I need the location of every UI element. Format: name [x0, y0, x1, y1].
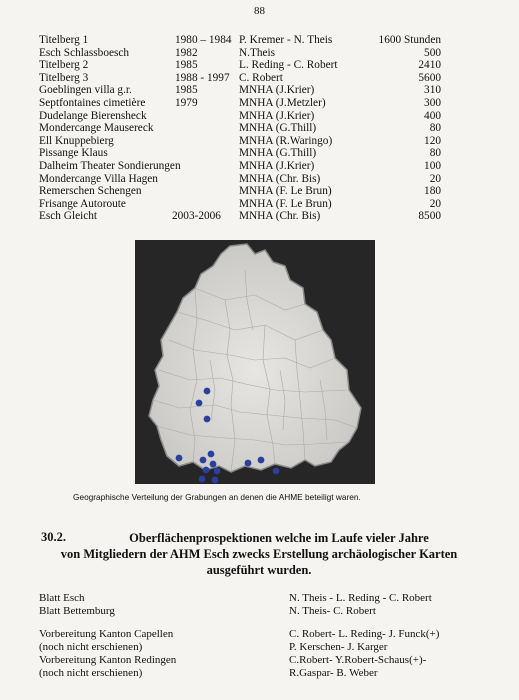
- site-marker: [208, 451, 215, 458]
- site-years: 1985: [175, 84, 198, 97]
- section-number: 30.2.: [41, 530, 66, 544]
- site-marker: [204, 388, 211, 395]
- section-title: [39, 530, 479, 578]
- excavations-table: [39, 34, 459, 223]
- site-name: Esch Schlassboesch: [39, 46, 130, 59]
- section-title-line: ausgeführt wurden.: [206, 563, 312, 577]
- sheet-authors: C. Robert- L. Reding- J. Funck(+): [289, 628, 440, 640]
- site-marker: [273, 468, 280, 475]
- sheet-authors: C.Robert- Y.Robert-Schaus(+)-: [289, 654, 427, 666]
- list-item: [39, 667, 499, 680]
- work-amount: 300: [424, 96, 441, 109]
- table-row: [39, 210, 459, 223]
- site-marker: [212, 477, 219, 484]
- work-amount: 2410: [418, 59, 441, 72]
- sheet-name: Blatt Bettemburg: [39, 605, 115, 617]
- work-amount: 400: [424, 109, 441, 122]
- excavator: MNHA (J.Krier): [239, 84, 315, 97]
- site-years: 1988 - 1997: [175, 71, 230, 84]
- work-amount: 310: [424, 84, 441, 97]
- work-amount: 80: [429, 147, 441, 160]
- site-years: 1982: [175, 46, 198, 59]
- section-title-line: Oberflächenprospektionen welche im Laufe vieler Jahre: [129, 531, 429, 545]
- site-years: 1985: [175, 59, 198, 72]
- work-amount: 1600 Stunden: [378, 34, 441, 46]
- map-sheets-list: [39, 592, 499, 680]
- table-row: [39, 110, 459, 123]
- excavator: MNHA (J.Krier): [239, 159, 315, 172]
- excavator: MNHA (R.Waringo): [239, 134, 333, 147]
- site-marker: [258, 457, 265, 464]
- site-years: 1980 – 1984: [175, 34, 232, 46]
- table-row: [39, 84, 459, 97]
- section-title-line: von Mitgliedern der AHM Esch zwecks Erstellung archäologischer Karten: [60, 547, 458, 561]
- table-row: [39, 173, 459, 186]
- sheet-authors: R.Gaspar- B. Weber: [289, 667, 378, 679]
- site-marker: [176, 455, 183, 462]
- table-row: [39, 47, 459, 60]
- table-row: [39, 160, 459, 173]
- site-name: Dudelange Bierensheck: [39, 109, 147, 122]
- table-row: [39, 147, 459, 160]
- work-amount: 80: [429, 122, 441, 135]
- site-name: Goeblingen villa g.r.: [39, 84, 132, 97]
- site-name: Esch Gleicht: [39, 210, 98, 223]
- table-row: [39, 198, 459, 211]
- excavator: MNHA (Chr. Bis): [239, 172, 321, 185]
- site-name: Mondercange Villa Hagen: [39, 172, 158, 185]
- site-name: Mondercange Mausereck: [39, 122, 154, 135]
- sheet-authors: N. Theis- C. Robert: [289, 605, 376, 617]
- site-name: Dalheim Theater Sondierungen: [39, 159, 181, 172]
- excavator: L. Reding - C. Robert: [239, 59, 338, 72]
- list-item: [39, 654, 499, 667]
- site-marker: [210, 461, 217, 468]
- list-item: [39, 592, 499, 605]
- list-item: [39, 605, 499, 618]
- table-row: [39, 34, 459, 47]
- site-marker: [203, 467, 210, 474]
- excavator: N.Theis: [239, 46, 276, 59]
- bleed-through-block: [470, 36, 519, 156]
- list-item: [39, 628, 499, 641]
- sheet-name: Vorbereitung Kanton Capellen: [39, 628, 174, 640]
- luxembourg-map-svg: [135, 240, 375, 484]
- page-number: 88: [254, 5, 265, 17]
- excavator: MNHA (G.Thill): [239, 147, 317, 160]
- country-outline: [149, 244, 361, 472]
- sheet-name: (noch nicht erschienen): [39, 641, 143, 653]
- sheet-name: Vorbereitung Kanton Redingen: [39, 654, 177, 666]
- sheet-authors: P. Kerschen- J. Karger: [289, 641, 388, 653]
- excavator: MNHA (F. Le Brun): [239, 185, 332, 198]
- excavator: MNHA (J.Krier): [239, 109, 315, 122]
- table-row: [39, 59, 459, 72]
- work-amount: 500: [424, 46, 441, 59]
- list-item: [39, 618, 499, 628]
- site-name: Titelberg 2: [39, 59, 89, 72]
- site-years: 1979: [175, 96, 198, 109]
- site-years: 2003-2006: [172, 210, 221, 223]
- table-row: [39, 185, 459, 198]
- sheet-authors: N. Theis - L. Reding - C. Robert: [289, 592, 432, 604]
- excavator: MNHA (G.Thill): [239, 122, 317, 135]
- work-amount: 180: [424, 185, 441, 198]
- site-name: Pissange Klaus: [39, 147, 108, 160]
- excavator: MNHA (F. Le Brun): [239, 197, 332, 210]
- table-row: [39, 97, 459, 110]
- work-amount: 120: [424, 134, 441, 147]
- excavator: MNHA (Chr. Bis): [239, 210, 321, 223]
- luxembourg-map-photo: [135, 240, 375, 484]
- site-name: Titelberg 3: [39, 71, 89, 84]
- list-item: [39, 641, 499, 654]
- table-row: [39, 122, 459, 135]
- work-amount: 20: [429, 172, 441, 185]
- table-row: [39, 72, 459, 85]
- site-name: Ell Knuppebierg: [39, 134, 114, 147]
- site-name: Septfontaines cimetière: [39, 96, 146, 109]
- work-amount: 20: [429, 197, 441, 210]
- site-marker: [196, 400, 203, 407]
- excavator: P. Kremer - N. Theis: [239, 34, 333, 46]
- map-caption: Geographische Verteilung der Grabungen an denen die AHME beteiligt waren.: [73, 492, 361, 502]
- work-amount: 8500: [418, 210, 441, 223]
- sheet-name: (noch nicht erschienen): [39, 667, 143, 679]
- site-marker: [199, 476, 206, 483]
- site-marker: [200, 457, 207, 464]
- site-marker: [204, 416, 211, 423]
- excavator: MNHA (J.Metzler): [239, 96, 326, 109]
- site-marker: [245, 460, 252, 467]
- table-row: [39, 135, 459, 148]
- work-amount: 5600: [418, 71, 441, 84]
- sheet-name: Blatt Esch: [39, 592, 85, 604]
- site-name: Frisange Autoroute: [39, 197, 126, 210]
- excavator: C. Robert: [239, 71, 283, 84]
- site-name: Remerschen Schengen: [39, 185, 142, 198]
- site-marker: [214, 468, 221, 475]
- work-amount: 100: [424, 159, 441, 172]
- site-name: Titelberg 1: [39, 34, 89, 46]
